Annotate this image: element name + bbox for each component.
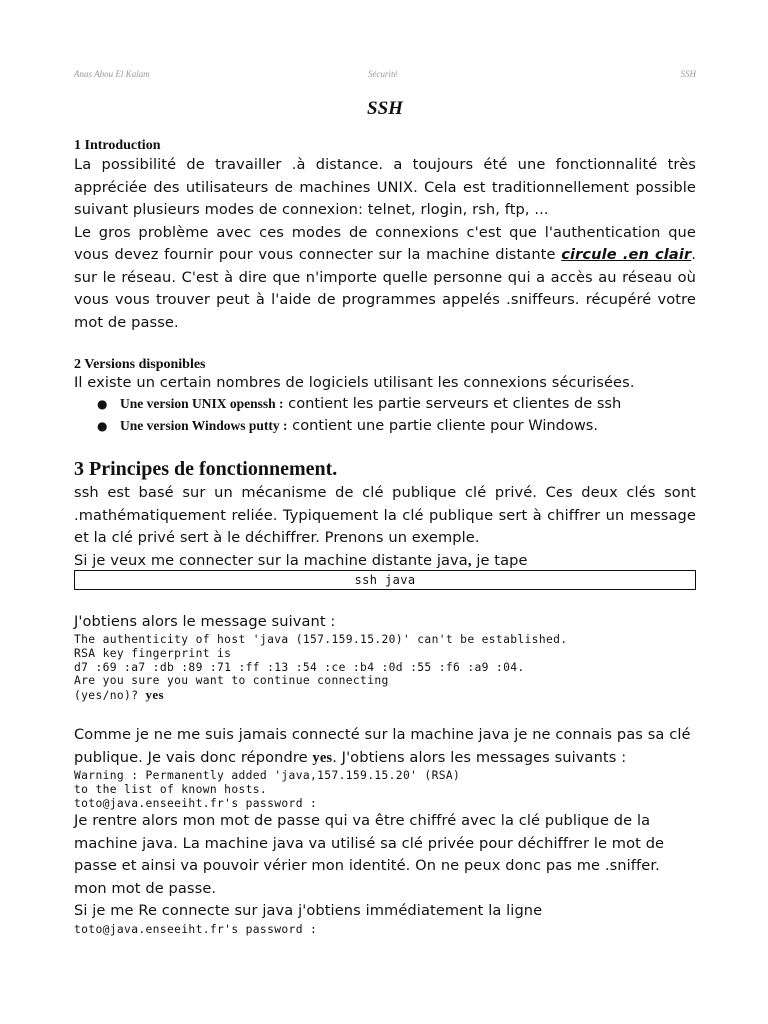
message-block-1 <box>74 611 696 634</box>
section-introduction <box>74 137 696 334</box>
section-versions <box>74 356 696 437</box>
principes-paragraph-4-start: Comme je ne me suis jamais connecté sur la machine java je ne connais pas sa clé publique. Je vais donc répondre <box>74 726 691 766</box>
page-header <box>74 69 696 83</box>
bullet-icon: ● <box>97 419 108 433</box>
principes-paragraph-2-end: je tape <box>471 551 528 569</box>
console-output-1 <box>74 633 696 703</box>
bullet-label: Une version Windows putty : <box>120 418 288 433</box>
console-answer: yes <box>145 687 164 703</box>
circule-en-clair-link[interactable]: circule .en clair <box>561 246 692 263</box>
section-heading-principes: 3 Principes de fonctionnement. <box>74 458 338 480</box>
intro-paragraph-2 <box>74 222 696 335</box>
console-output-3 <box>74 923 696 937</box>
console-line: RSA key fingerprint is <box>74 646 232 660</box>
principes-paragraph-2 <box>74 550 696 573</box>
list-item <box>74 415 696 437</box>
principes-paragraph-1: ssh est basé sur un mécanisme de clé publique clé privé. Ces deux clés sont .mathématiquement reliée. Typiquement la clé publique sert à chiffrer un message et la clé privé sert à le déchiffrer. Prenons un exemple. <box>74 484 696 546</box>
command-box: ssh java <box>74 570 696 590</box>
intro-paragraph-2-end: . sur le réseau. C'est à dire que n'importe quelle personne qui a accès au réseau où vous vous trouver peut à l'aide de programmes appelés .sniffeurs. récupéré votre mot de passe. <box>74 246 696 331</box>
paragraph-block-4 <box>74 724 696 769</box>
console-output-2 <box>74 769 696 810</box>
bullet-text: contient les partie serveurs et clientes de ssh <box>283 395 622 412</box>
paragraph-block-5 <box>74 810 696 923</box>
intro-paragraph-1: La possibilité de travailler .à distance. a toujours été une fonctionnalité très appréciée des utilisateurs de machines UNIX. Cela est traditionnellement possible suivant plusieurs modes de connexion: telnet, rlogin, rsh, ftp, ... <box>74 156 696 218</box>
console-line: Are you sure you want to continue connecting <box>74 674 389 688</box>
console-line: to the list of known hosts. <box>74 782 268 796</box>
document-title: SSH <box>367 98 403 119</box>
principes-paragraph-4-end: . J'obtiens alors les messages suivants : <box>332 748 627 766</box>
principes-paragraph-2-comma: , <box>467 552 472 569</box>
console-line: toto@java.enseeiht.fr's password : <box>74 796 318 810</box>
principes-paragraph-6: Si je me Re connecte sur java j'obtiens immédiatement la ligne <box>74 902 543 919</box>
versions-list <box>74 393 696 437</box>
console-line: The authenticity of host 'java (157.159.15.20)' can't be established. <box>74 633 568 646</box>
bullet-label: Une version UNIX openssh : <box>120 396 284 411</box>
intro-paragraph-2-start: Le gros problème avec ces modes de connexions c'est que l'authentication que vous devez fournir pour vous connecter sur la machine distante <box>74 223 696 263</box>
console-line: toto@java.enseeiht.fr's password : <box>74 923 318 936</box>
bullet-icon: ● <box>97 397 108 411</box>
header-center: Sécurité <box>368 69 398 79</box>
bullet-text: contient une partie cliente pour Windows. <box>287 417 599 434</box>
principes-paragraph-5: Je rentre alors mon mot de passe qui va être chiffré avec la clé publique de la machine java. La machine java va utilisé sa clé privée pour déchiffrer le mot de passe et ainsi va pouvoir vérier mon identité. On ne peux donc pas me .sniffer. mon mot de passe. <box>74 812 665 897</box>
message-intro: J'obtiens alors le message suivant : <box>74 613 336 630</box>
list-item <box>74 393 696 415</box>
console-line: Warning : Permanently added 'java,157.159.15.20' (RSA) <box>74 769 461 782</box>
header-right: SSH <box>680 69 696 79</box>
principes-paragraph-4-bold: yes <box>312 749 333 766</box>
section-heading-introduction: 1 Introduction <box>74 138 161 153</box>
console-prompt-line <box>74 688 696 703</box>
section-principes <box>74 457 696 572</box>
console-prompt: (yes/no)? <box>74 689 146 703</box>
section-heading-versions: 2 Versions disponibles <box>74 357 206 372</box>
versions-intro: Il existe un certain nombres de logiciels utilisant les connexions sécurisées. <box>74 374 635 391</box>
console-line: d7 :69 :a7 :db :89 :71 :ff :13 :54 :ce :b4 :0d :55 :f6 :a9 :04. <box>74 660 525 674</box>
principes-paragraph-2-start: Si je veux me connecter sur la machine distante java <box>74 551 468 569</box>
header-author: Anas Abou El Kalam <box>74 69 150 79</box>
principes-paragraph-4 <box>74 724 696 769</box>
